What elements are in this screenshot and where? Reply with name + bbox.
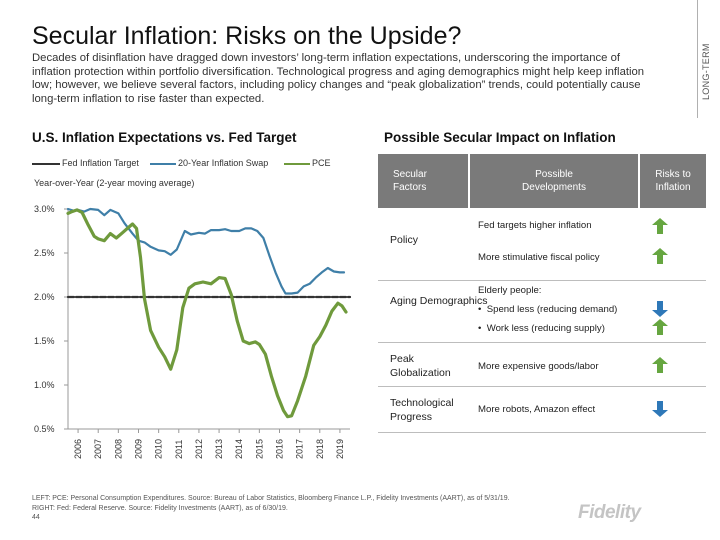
table-row-demographics <box>378 281 706 343</box>
x-tick-label: 2015 <box>254 438 265 459</box>
development-text: More expensive goods/labor <box>478 361 599 372</box>
arrow-up-icon <box>652 248 668 264</box>
y-tick-label: 1.5% <box>34 336 55 346</box>
inflation-chart <box>0 195 360 475</box>
arrow-down-icon <box>652 301 668 317</box>
factor-label: Policy <box>390 234 419 246</box>
y-tick-label: 2.0% <box>34 292 55 302</box>
side-tab <box>697 0 720 118</box>
arrow-up-icon <box>652 319 668 335</box>
development-text: More robots, Amazon effect <box>478 404 596 415</box>
series-line-inflation-swap <box>68 209 344 294</box>
table-header <box>378 154 706 208</box>
page-subtitle: Decades of disinflation have dragged down investors’ long-term inflation expectations, underscoring the importance of inflation protection within portfolio diversification. Technological progress and aging demographics might help keep inflation low; however, we believe several factors, including policy changes and “peak globalization” trends, could potentially cause long-term inflation to rise faster than expected. <box>32 52 645 105</box>
fidelity-logo: Fidelity <box>578 502 641 523</box>
factor-label: Aging Demographics <box>390 295 488 307</box>
page-number: 44 <box>32 514 40 521</box>
development-text: More stimulative fiscal policy <box>478 252 600 263</box>
development-bullet-item: • Work less (reducing supply) <box>478 323 605 334</box>
x-tick-label: 2013 <box>214 438 225 459</box>
right-table-title: Possible Secular Impact on Inflation <box>384 130 616 145</box>
arrow-down-icon <box>652 401 668 417</box>
legend-swatch-fed <box>32 163 60 165</box>
arrow-up-icon <box>652 357 668 373</box>
factor-label: Technological Progress <box>390 397 454 423</box>
legend-label-swap: 20-Year Inflation Swap <box>178 158 269 168</box>
page-title: Secular Inflation: Risks on the Upside? <box>32 22 462 50</box>
x-tick-label: 2017 <box>294 438 305 459</box>
chart-note: Year-over-Year (2-year moving average) <box>34 178 195 188</box>
legend-swatch-swap <box>150 163 176 165</box>
x-tick-label: 2012 <box>193 438 204 459</box>
x-tick-label: 2006 <box>73 438 84 459</box>
col-header-factors: Secular Factors <box>378 154 468 208</box>
y-tick-label: 1.0% <box>34 380 55 390</box>
x-tick-label: 2016 <box>274 438 285 459</box>
legend-label-pce: PCE <box>312 158 331 168</box>
development-text: Fed targets higher inflation <box>478 220 592 231</box>
table-row-globalization <box>378 343 706 387</box>
legend-swatch-pce <box>284 163 310 165</box>
legend-label-fed: Fed Inflation Target <box>62 158 139 168</box>
col-header-developments: Possible Developments <box>470 154 638 208</box>
side-tab-label: LONG-TERM <box>701 43 711 100</box>
x-tick-label: 2014 <box>234 438 245 459</box>
x-tick-label: 2008 <box>113 438 124 459</box>
x-tick-label: 2011 <box>173 439 184 459</box>
x-tick-label: 2010 <box>153 438 164 459</box>
development-bullet-item: • Spend less (reducing demand) <box>478 304 618 315</box>
series-line-pce <box>68 210 346 417</box>
left-chart-title: U.S. Inflation Expectations vs. Fed Target <box>32 130 297 145</box>
y-tick-label: 3.0% <box>34 204 55 214</box>
table-row-policy <box>378 210 706 281</box>
col-header-risks: Risks to Inflation <box>640 154 706 208</box>
x-tick-label: 2009 <box>133 438 144 459</box>
x-tick-label: 2018 <box>314 438 325 459</box>
table-row-technology <box>378 387 706 433</box>
y-tick-label: 0.5% <box>34 424 55 434</box>
development-text: Elderly people: <box>478 285 542 296</box>
arrow-up-icon <box>652 218 668 234</box>
y-tick-label: 2.5% <box>34 248 55 258</box>
factor-label: Peak Globalization <box>390 353 451 379</box>
x-tick-label: 2019 <box>334 438 345 459</box>
x-tick-label: 2007 <box>93 438 104 459</box>
footnote: LEFT: PCE: Personal Consumption Expenditures. Source: Bureau of Labor Statistics, Bloomberg Finance L.P., Fidelity Investments (AART), as of 5/31/19. RIGHT: Fed: Federal Reserve. Source: Fidelity Investments (AART), as of 6/30/19. <box>32 495 510 512</box>
